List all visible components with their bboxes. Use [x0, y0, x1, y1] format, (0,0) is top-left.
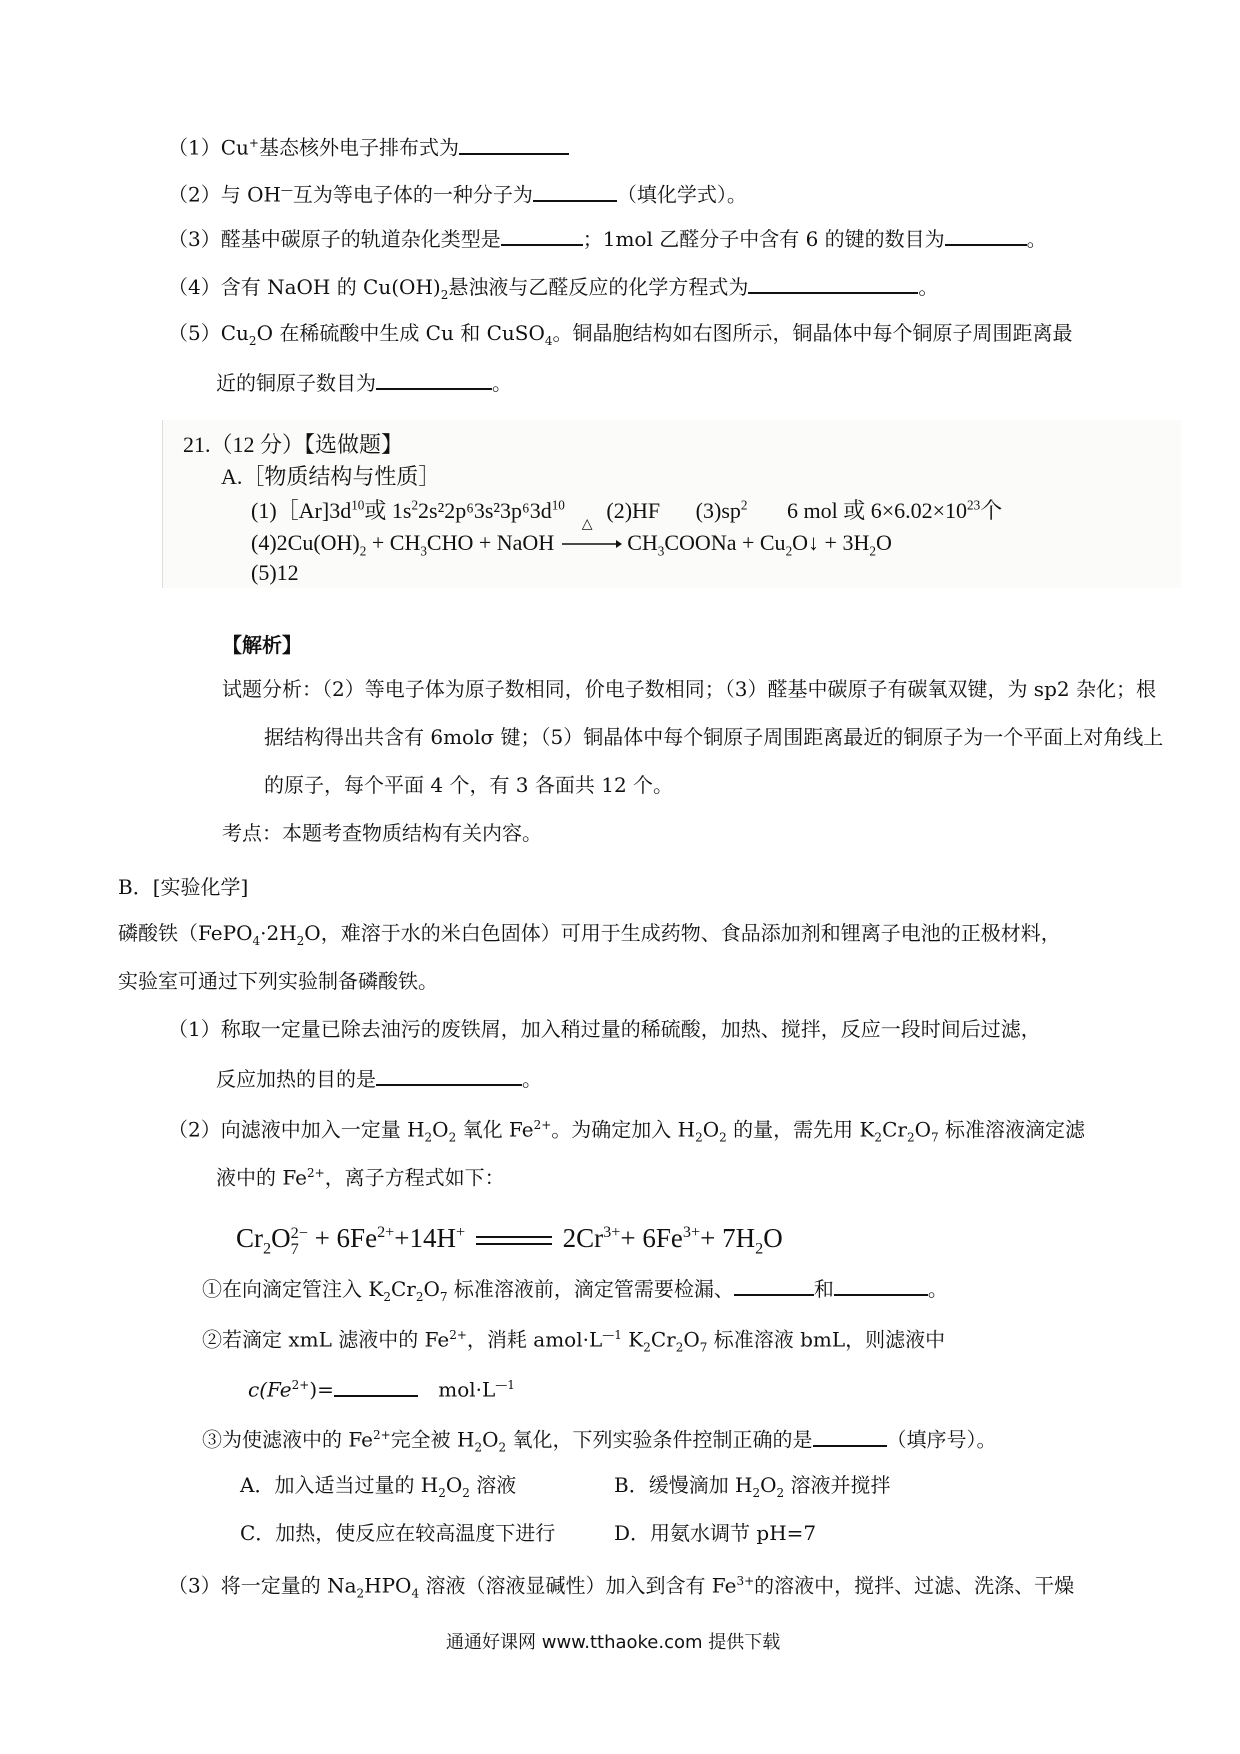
answer-blank	[734, 1272, 814, 1296]
answer-blank	[748, 270, 918, 294]
answer-header: 21.（12 分）【选做题】	[183, 432, 404, 457]
analysis-line-3: 的原子，每个平面 4 个，有 3 各面共 12 个。	[264, 773, 674, 797]
partB-title: B．[实验化学]	[118, 875, 249, 899]
q-item-2: （2）与 OH—互为等电子体的一种分子为 （填化学式）。	[168, 175, 747, 210]
q-item-4: （4）含有 NaOH 的 $Cu(OH)_2$悬浊液与乙醛反应的化学方程式为 。	[168, 270, 938, 310]
partB-step-2: ②若滴定 xmL 滤液中的 $Fe^{2+}$，消耗 $amol\cdot L^{—1}$ $K_2Cr_2O_7$ 标准溶液 bmL，则滤液中	[202, 1327, 946, 1355]
answer-blank	[945, 222, 1027, 246]
partB-step-2-cont: $c(Fe^{2+})= mol\cdot L^{—1}$	[248, 1370, 515, 1405]
answer-line-4: $(4)2Cu(OH)_2 + CH_3CHO$ + NaOH △ $CH_3COONa$ + $Cu_2O↓ + 3H_2O$	[251, 517, 892, 559]
partB-q2: （2）向滤液中加入一定量 $H_2O_2$ 氧化 $Fe^{2+}$。为确定加入 $H_2O_2$ 的量，需先用 $K_2Cr_2O_7$ 标准溶液滴定滤	[168, 1117, 1085, 1145]
answer-section: A.［物质结构与性质］	[221, 464, 441, 489]
analysis-title: 【解析】	[222, 633, 302, 657]
partB-q1-cont: 反应加热的目的是 。	[216, 1062, 542, 1094]
answer-line-1: $(1)[Ar]3d^{10}$或 $1s^22s^22p^63s^23p^63d^{10}$ (2)HF $(3)sp^2$ 6 mol 或 $6\times 6.02\times 10^{23}$个	[251, 497, 1003, 523]
partB-step-1: ①在向滴定管注入 $K_2Cr_2O_7$ 标准溶液前，滴定管需要检漏、 和 。	[202, 1272, 948, 1312]
arrow-icon	[560, 532, 622, 552]
partB-step-3: ③为使滤液中的 $Fe^{2+}$完全被 $H_2O_2$ 氧化，下列实验条件控制正确的是 （填序号）。	[202, 1420, 997, 1463]
reaction-arrow: △	[560, 530, 622, 550]
answer-blank	[834, 1272, 928, 1296]
q-item-5-cont: 近的铜原子数目为 。	[216, 366, 512, 398]
partB-q1: （1）称取一定量已除去油污的废铁屑，加入稍过量的稀硫酸，加热、搅拌，反应一段时间后过滤，	[168, 1017, 1041, 1041]
partB-intro-1: 磷酸铁（$FePO_4\cdot 2H_2O$，难溶于水的米白色固体）可用于生成药物、食品添加剂和锂离子电池的正极材料，	[118, 921, 1061, 948]
answer-blank	[501, 222, 583, 246]
q-item-5: $(5)Cu_2O$ 在稀硫酸中生成 Cu 和 CuSO$_4$。铜晶胞结构如右图所示，铜晶体中每个铜原子周围距离最	[168, 321, 1073, 348]
analysis-line-1: 试题分析：（2）等电子体为原子数相同，价电子数相同；（3）醛基中碳原子有碳氧双键，为 sp2 杂化；根	[222, 677, 1156, 701]
answer-blank	[459, 131, 569, 155]
analysis-line-4: 考点：本题考查物质结构有关内容。	[222, 821, 542, 845]
answer-blank	[813, 1423, 887, 1447]
answer-blank	[376, 1062, 522, 1086]
option-d: D．用氨水调节 pH=7	[614, 1521, 817, 1545]
option-a: A．加入适当过量的 $H_2O_2$ 溶液	[240, 1473, 517, 1500]
answer-line-5: (5)12	[251, 560, 299, 585]
option-b: B．缓慢滴加 $H_2O_2$ 溶液并搅拌	[614, 1473, 891, 1500]
partB-intro-2: 实验室可通过下列实验制备磷酸铁。	[118, 969, 438, 993]
answer-blank	[376, 366, 492, 390]
analysis-line-2: 据结构得出共含有 6molσ 键；（5）铜晶体中每个铜原子周围距离最近的铜原子为一个平面上对角线上	[264, 725, 1164, 749]
q-item-1: （1）Cu+基态核外电子排布式为	[168, 128, 569, 163]
equals-sign	[472, 1234, 556, 1248]
partB-q2-cont: 液中的 $Fe^{2+}$，离子方程式如下：	[216, 1165, 505, 1190]
ionic-equation: $Cr_2O$ 2− 7 + $6Fe^{2+}+14H^+$ $2Cr^{3+}+ 6Fe^{3+}+ 7H_2O$	[236, 1223, 783, 1258]
option-c: C．加热，使反应在较高温度下进行	[240, 1521, 556, 1545]
page-footer: 通通好课网 www.tthaoke.com 提供下载	[446, 1632, 781, 1653]
answer-blank	[334, 1373, 418, 1397]
answer-blank	[533, 178, 617, 202]
partB-q3: （3）将一定量的 $Na_2HPO_4$ 溶液（溶液显碱性）加入到含有 $Fe^{3+}$的溶液中，搅拌、过滤、洗涤、干燥	[168, 1573, 1075, 1601]
answer-key-box	[162, 420, 1181, 588]
q-item-3: （3）醛基中碳原子的轨道杂化类型是 ；1mol 乙醛分子中含有 6 的键的数目为 。	[168, 222, 1047, 254]
